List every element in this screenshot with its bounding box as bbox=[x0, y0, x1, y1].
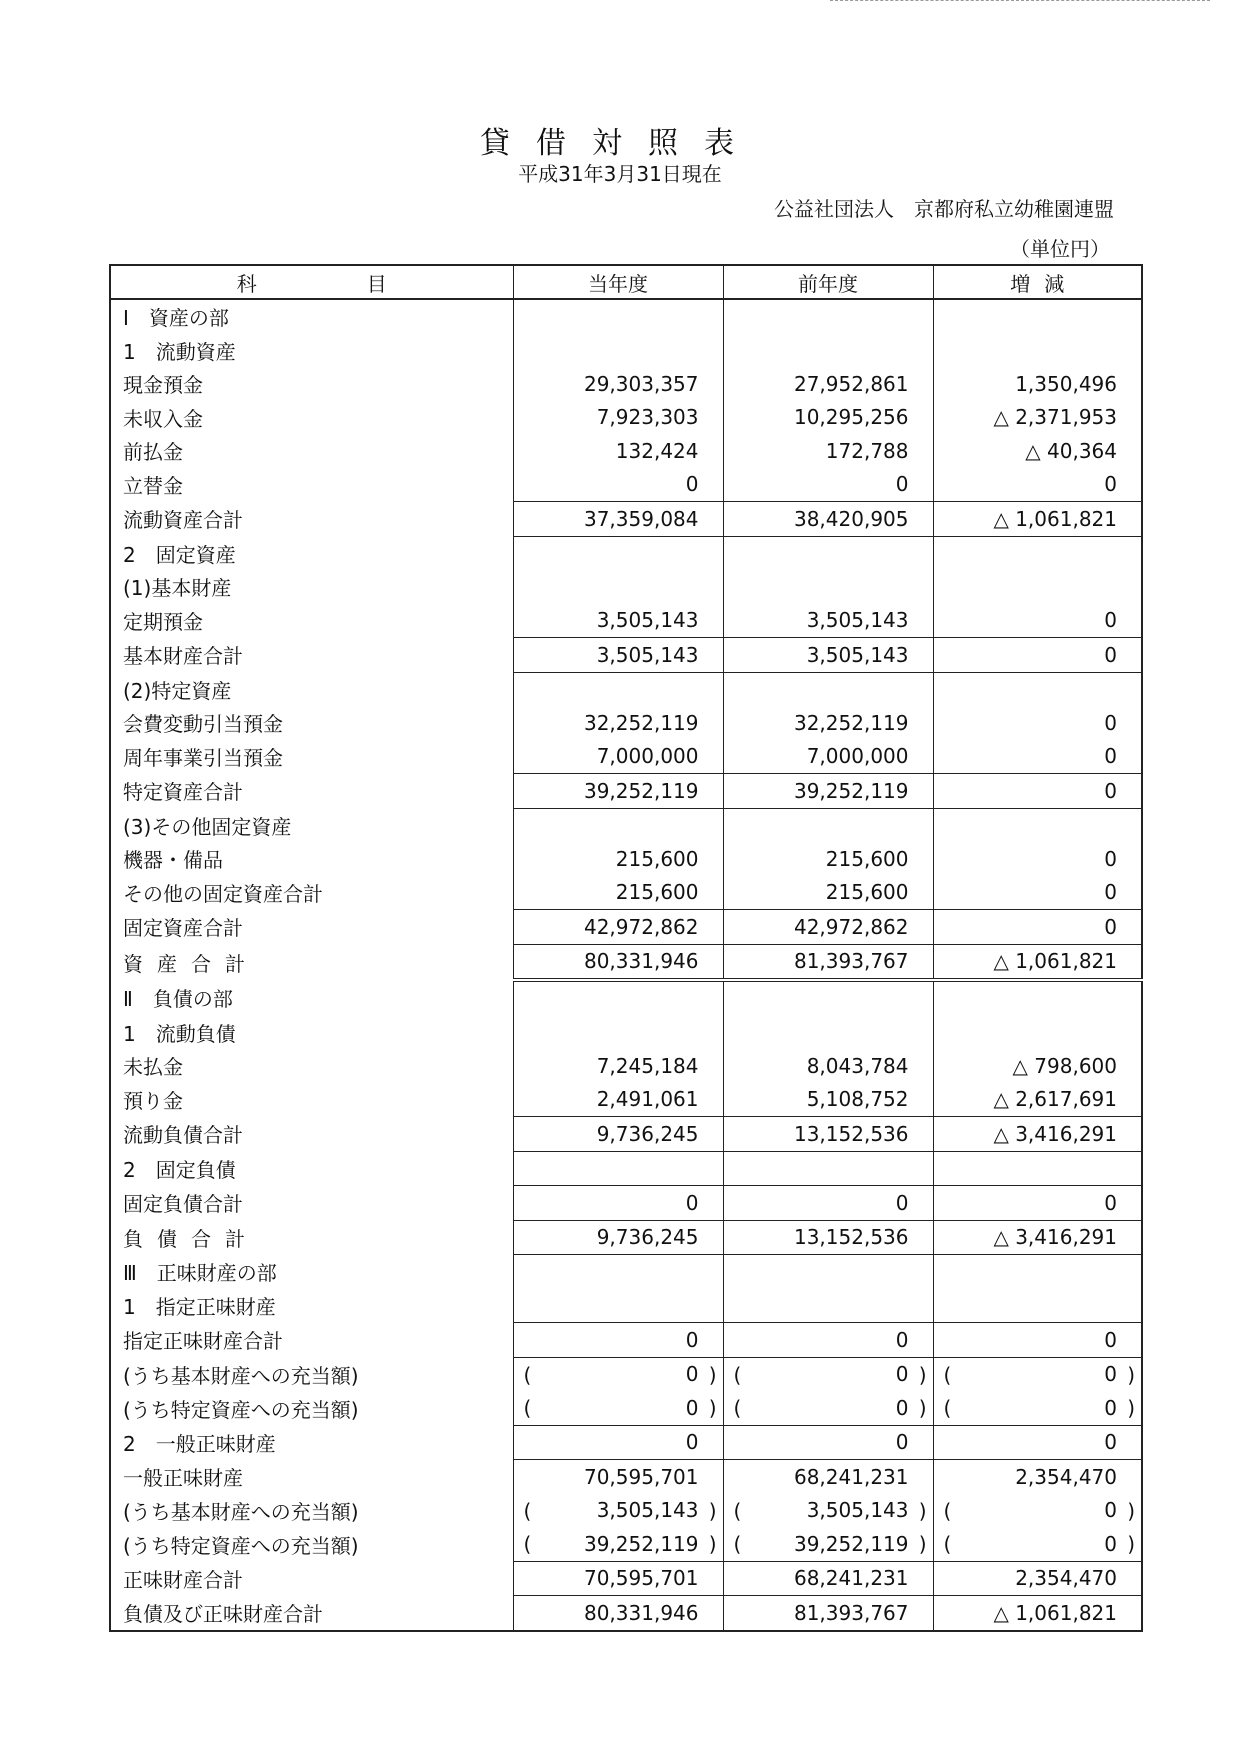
row-label: 流動負債合計 bbox=[110, 1117, 513, 1152]
current-value: 32,252,119 bbox=[513, 706, 723, 740]
table-row bbox=[110, 468, 1142, 502]
previous-value: 81,393,767 bbox=[723, 1596, 933, 1631]
change-value: 2,354,470 bbox=[933, 1561, 1142, 1596]
change-value: △ 2,371,953 bbox=[993, 405, 1117, 430]
unit-label: （単位円） bbox=[1010, 237, 1110, 261]
previous-value: 0 bbox=[723, 1186, 933, 1221]
row-label: (2)特定資産 bbox=[110, 672, 513, 706]
row-label: 預り金 bbox=[110, 1083, 513, 1117]
subtotal-row bbox=[110, 774, 1142, 809]
row-label: 固定資産合計 bbox=[110, 910, 513, 945]
previous-value: 13,152,536 bbox=[723, 1117, 933, 1152]
document-date: 平成31年3月31日現在 bbox=[518, 162, 722, 186]
row-label: (うち基本財産への充当額) bbox=[110, 1494, 513, 1528]
change-value: 0 bbox=[933, 1186, 1142, 1221]
change-value: △ 1,061,821 bbox=[933, 502, 1142, 537]
subsection-row bbox=[110, 1289, 1142, 1323]
change-value: 0 bbox=[933, 774, 1142, 809]
subsection-row bbox=[110, 1016, 1142, 1050]
current-value: ( 0 ) bbox=[513, 1391, 723, 1425]
row-label: 正味財産合計 bbox=[110, 1561, 513, 1596]
change-value: △ 1,061,821 bbox=[933, 1596, 1142, 1631]
change-value: ( 0 ) bbox=[943, 1395, 1135, 1420]
row-label: 1 流動負債 bbox=[110, 1016, 513, 1050]
current-value: 37,359,084 bbox=[513, 502, 723, 537]
row-label: 負債合計 bbox=[110, 1220, 513, 1255]
group-row bbox=[110, 808, 1142, 842]
table-header-row bbox=[110, 265, 1142, 299]
current-value: 7,923,303 bbox=[513, 401, 723, 435]
change-value: △ 798,600 bbox=[1012, 1053, 1117, 1078]
current-value: 29,303,357 bbox=[513, 367, 723, 401]
table-row bbox=[110, 706, 1142, 740]
previous-value: 0 bbox=[723, 468, 933, 502]
current-value: 0 bbox=[513, 1425, 723, 1460]
change-value: ( 0 ) bbox=[943, 1362, 1135, 1387]
row-label: 機器・備品 bbox=[110, 842, 513, 876]
row-label: 定期預金 bbox=[110, 604, 513, 638]
row-label: (3)その他固定資産 bbox=[110, 808, 513, 842]
current-value: 132,424 bbox=[513, 434, 723, 468]
subsection-row bbox=[110, 334, 1142, 368]
row-label: 立替金 bbox=[110, 468, 513, 502]
table-row bbox=[110, 740, 1142, 774]
previous-value: 27,952,861 bbox=[723, 367, 933, 401]
row-label: (1)基本財産 bbox=[110, 570, 513, 604]
previous-value: 81,393,767 bbox=[723, 944, 933, 980]
current-value: 42,972,862 bbox=[513, 910, 723, 945]
change-value: △ 1,061,821 bbox=[933, 944, 1142, 980]
row-label: その他の固定資産合計 bbox=[110, 876, 513, 910]
change-value: 0 bbox=[1104, 880, 1117, 905]
table-row bbox=[110, 604, 1142, 638]
table-row bbox=[110, 367, 1142, 401]
row-label: 前払金 bbox=[110, 434, 513, 468]
current-value: 2,491,061 bbox=[513, 1083, 723, 1117]
document-title: 貸借対照表 bbox=[480, 126, 760, 161]
allocation-row bbox=[110, 1391, 1142, 1425]
grand-total-row bbox=[110, 1596, 1142, 1631]
previous-value: 68,241,231 bbox=[723, 1561, 933, 1596]
subtotal-row bbox=[110, 502, 1142, 537]
previous-value: 8,043,784 bbox=[723, 1049, 933, 1083]
current-value: 3,505,143 bbox=[513, 604, 723, 638]
subtotal-row bbox=[110, 1117, 1142, 1152]
previous-value: 39,252,119 bbox=[723, 774, 933, 809]
subtotal-row bbox=[110, 638, 1142, 673]
row-label: 未払金 bbox=[110, 1049, 513, 1083]
scan-edge-mark bbox=[830, 0, 1210, 7]
change-value: 0 bbox=[1104, 608, 1117, 633]
organization-name: 公益社団法人 京都府私立幼稚園連盟 bbox=[774, 197, 1114, 221]
section-row-assets bbox=[110, 299, 1142, 334]
row-label: 1 指定正味財産 bbox=[110, 1289, 513, 1323]
change-value: △ 3,416,291 bbox=[933, 1117, 1142, 1152]
current-value: 3,505,143 bbox=[513, 638, 723, 673]
row-label: (うち基本財産への充当額) bbox=[110, 1357, 513, 1391]
previous-value: 68,241,231 bbox=[723, 1460, 933, 1494]
row-label: 現金預金 bbox=[110, 367, 513, 401]
table-row bbox=[110, 1460, 1142, 1494]
previous-value: 3,505,143 bbox=[723, 638, 933, 673]
row-label: 基本財産合計 bbox=[110, 638, 513, 673]
table-row bbox=[110, 1083, 1142, 1117]
change-value: 0 bbox=[1104, 744, 1117, 769]
current-value: 9,736,245 bbox=[513, 1220, 723, 1255]
previous-value: 215,600 bbox=[723, 876, 933, 910]
previous-value: ( 39,252,119 ) bbox=[723, 1527, 933, 1561]
group-row bbox=[110, 570, 1142, 604]
row-label: 固定負債合計 bbox=[110, 1186, 513, 1221]
change-value: △ 3,416,291 bbox=[933, 1220, 1142, 1255]
current-value: 80,331,946 bbox=[513, 944, 723, 980]
section-row-liabilities bbox=[110, 980, 1142, 1016]
row-label: Ⅲ 正味財産の部 bbox=[110, 1255, 513, 1289]
row-label: 2 一般正味財産 bbox=[110, 1425, 513, 1460]
table-row bbox=[110, 1049, 1142, 1083]
current-value: 0 bbox=[513, 1323, 723, 1358]
previous-value: 215,600 bbox=[723, 842, 933, 876]
subtotal-row bbox=[110, 876, 1142, 910]
current-value: ( 0 ) bbox=[513, 1357, 723, 1391]
subtotal-row bbox=[110, 1323, 1142, 1358]
current-value: 70,595,701 bbox=[513, 1561, 723, 1596]
change-value: 0 bbox=[1104, 472, 1117, 497]
change-value: △ 40,364 bbox=[1025, 438, 1117, 463]
change-value: 2,354,470 bbox=[1015, 1464, 1117, 1489]
previous-value: 7,000,000 bbox=[723, 740, 933, 774]
current-value: 39,252,119 bbox=[513, 774, 723, 809]
previous-value: 3,505,143 bbox=[723, 604, 933, 638]
header-previous-year: 前年度 bbox=[723, 265, 933, 299]
row-label: 特定資産合計 bbox=[110, 774, 513, 809]
row-label: 周年事業引当預金 bbox=[110, 740, 513, 774]
row-label: Ⅰ 資産の部 bbox=[110, 299, 513, 334]
header-current-year: 当年度 bbox=[513, 265, 723, 299]
row-label: Ⅱ 負債の部 bbox=[110, 980, 513, 1016]
previous-value: ( 0 ) bbox=[723, 1357, 933, 1391]
balance-sheet-table bbox=[109, 264, 1143, 1632]
current-value: 70,595,701 bbox=[513, 1460, 723, 1494]
previous-value: 38,420,905 bbox=[723, 502, 933, 537]
row-label: 1 流動資産 bbox=[110, 334, 513, 368]
subtotal-row bbox=[110, 1561, 1142, 1596]
row-label: 未収入金 bbox=[110, 401, 513, 435]
header-change: 増減 bbox=[933, 265, 1142, 299]
row-label: 会費変動引当預金 bbox=[110, 706, 513, 740]
group-row bbox=[110, 672, 1142, 706]
current-value: 7,245,184 bbox=[513, 1049, 723, 1083]
current-value: 0 bbox=[513, 1186, 723, 1221]
previous-value: ( 3,505,143 ) bbox=[723, 1494, 933, 1528]
previous-value: 0 bbox=[723, 1323, 933, 1358]
previous-value: 42,972,862 bbox=[723, 910, 933, 945]
allocation-row bbox=[110, 1494, 1142, 1528]
previous-value: 5,108,752 bbox=[723, 1083, 933, 1117]
current-value: 215,600 bbox=[513, 876, 723, 910]
previous-value: ( 0 ) bbox=[723, 1391, 933, 1425]
section-row-net-assets bbox=[110, 1255, 1142, 1289]
current-value: 7,000,000 bbox=[513, 740, 723, 774]
row-label: 資産合計 bbox=[110, 944, 513, 980]
current-value: 0 bbox=[513, 468, 723, 502]
previous-value: 172,788 bbox=[723, 434, 933, 468]
row-label: 流動資産合計 bbox=[110, 502, 513, 537]
grand-total-row bbox=[110, 944, 1142, 980]
subsection-row bbox=[110, 1425, 1142, 1460]
current-value: 80,331,946 bbox=[513, 1596, 723, 1631]
subtotal-row bbox=[110, 910, 1142, 945]
subtotal-row bbox=[110, 1186, 1142, 1221]
grand-total-row bbox=[110, 1220, 1142, 1255]
change-value: 0 bbox=[1104, 846, 1117, 871]
allocation-row bbox=[110, 1357, 1142, 1391]
change-value: 0 bbox=[933, 910, 1142, 945]
current-value: 9,736,245 bbox=[513, 1117, 723, 1152]
change-value: 0 bbox=[1104, 710, 1117, 735]
table-row bbox=[110, 401, 1142, 435]
row-label: 負債及び正味財産合計 bbox=[110, 1596, 513, 1631]
subsection-row bbox=[110, 1151, 1142, 1186]
change-value: ( 0 ) bbox=[943, 1498, 1135, 1523]
change-value: ( 0 ) bbox=[943, 1531, 1135, 1556]
change-value: 0 bbox=[933, 638, 1142, 673]
current-value: ( 3,505,143 ) bbox=[513, 1494, 723, 1528]
current-value: 215,600 bbox=[513, 842, 723, 876]
header-subject: 科目 bbox=[110, 265, 513, 299]
change-value: 1,350,496 bbox=[1015, 371, 1117, 396]
current-value: ( 39,252,119 ) bbox=[513, 1527, 723, 1561]
row-label: (うち特定資産への充当額) bbox=[110, 1391, 513, 1425]
row-label: 一般正味財産 bbox=[110, 1460, 513, 1494]
allocation-row bbox=[110, 1527, 1142, 1561]
previous-value: 0 bbox=[723, 1425, 933, 1460]
change-value: △ 2,617,691 bbox=[993, 1087, 1117, 1112]
previous-value: 10,295,256 bbox=[723, 401, 933, 435]
row-label: 2 固定負債 bbox=[110, 1151, 513, 1186]
subsection-row bbox=[110, 536, 1142, 570]
table-row bbox=[110, 842, 1142, 876]
row-label: 2 固定資産 bbox=[110, 536, 513, 570]
previous-value: 32,252,119 bbox=[723, 706, 933, 740]
table-row bbox=[110, 434, 1142, 468]
row-label: 指定正味財産合計 bbox=[110, 1323, 513, 1358]
row-label: (うち特定資産への充当額) bbox=[110, 1527, 513, 1561]
change-value: 0 bbox=[933, 1323, 1142, 1358]
change-value: 0 bbox=[933, 1425, 1142, 1460]
previous-value: 13,152,536 bbox=[723, 1220, 933, 1255]
